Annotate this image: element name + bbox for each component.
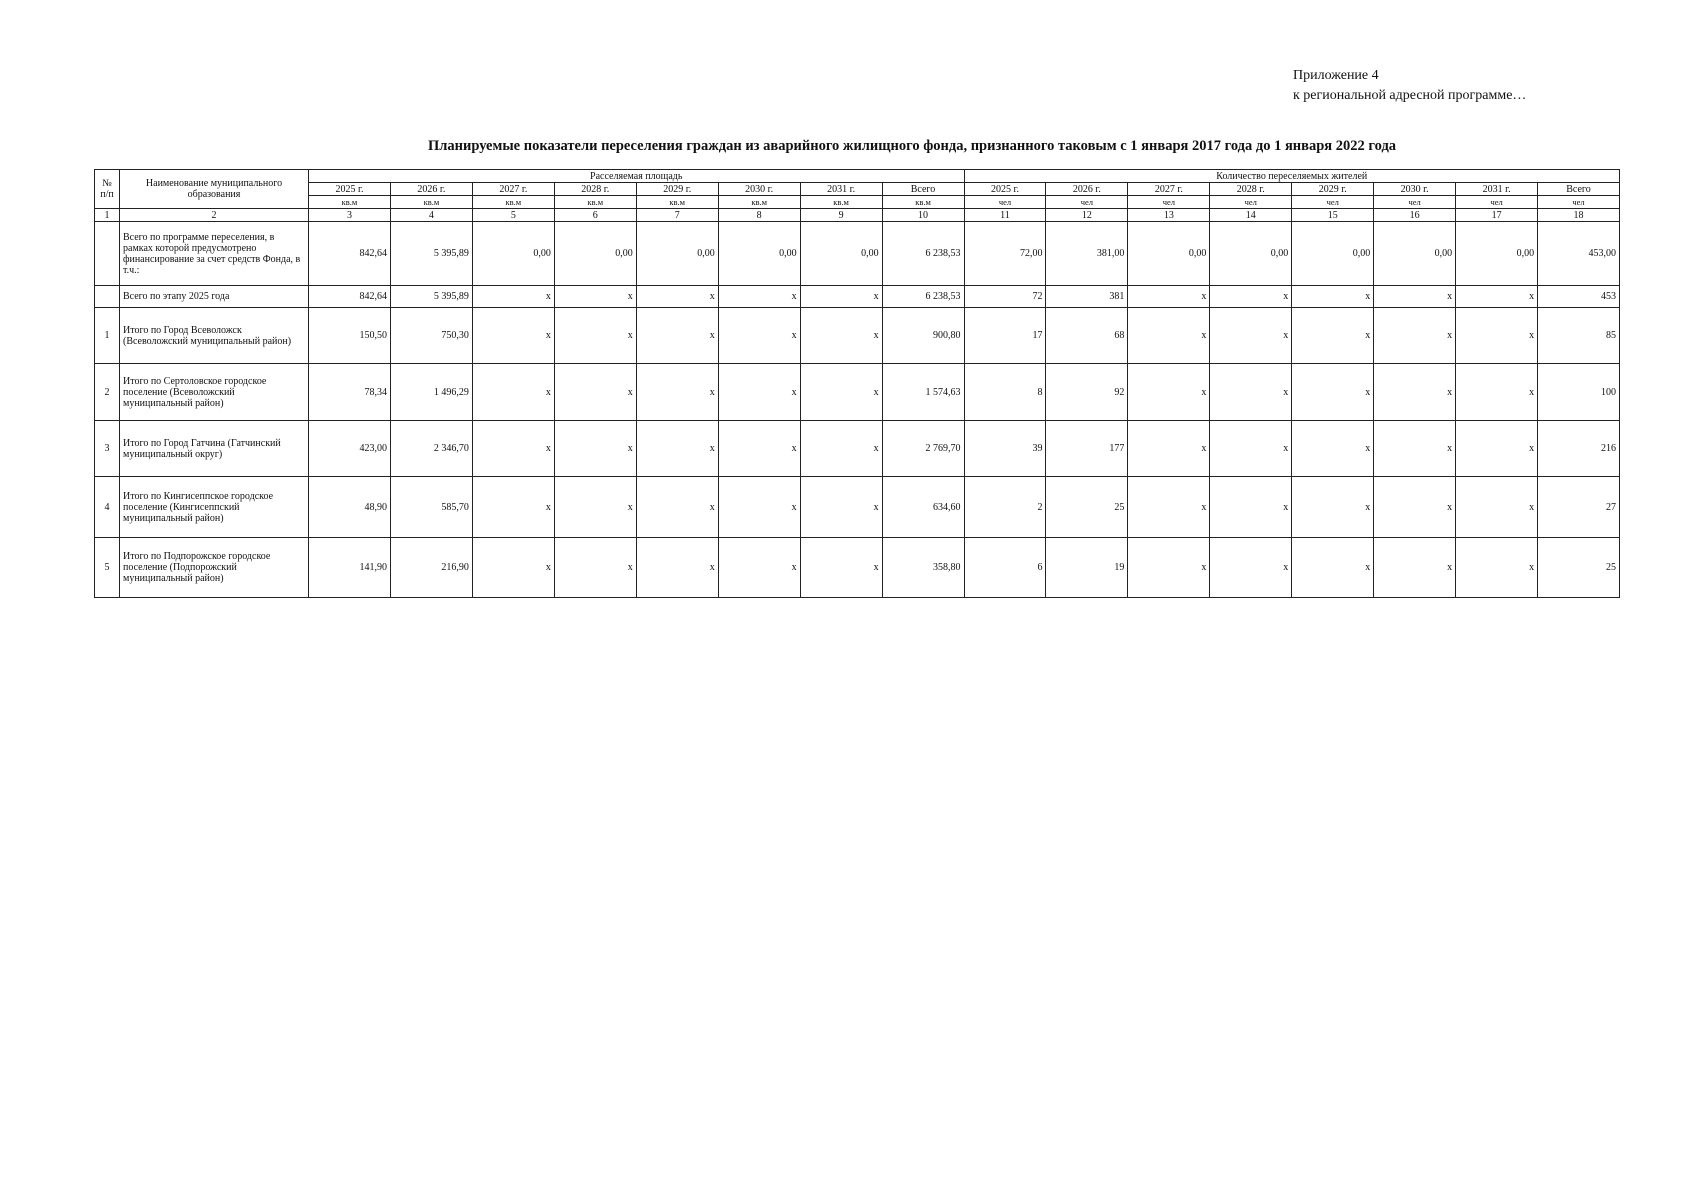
page-title: Планируемые показатели переселения граждан из аварийного жилищного фонда, признанного таковым с 1 января 2017 года до 1 января 2022 года (427, 138, 1397, 154)
people-cell: x (1456, 477, 1538, 538)
people-year-header: Всего (1538, 183, 1620, 196)
people-cell: x (1456, 538, 1538, 598)
area-cell: x (554, 286, 636, 308)
column-number: 1 (95, 209, 120, 222)
column-number: 17 (1456, 209, 1538, 222)
area-unit: кв.м (309, 196, 391, 209)
people-cell: 25 (1046, 477, 1128, 538)
area-cell: x (472, 421, 554, 477)
area-cell: x (636, 421, 718, 477)
municipality-name: Итого по Кингисеппское городское поселение (Кингисеппский муниципальный район) (120, 477, 309, 538)
area-cell: 750,30 (390, 308, 472, 364)
people-year-header: 2026 г. (1046, 183, 1128, 196)
area-unit: кв.м (554, 196, 636, 209)
row-number: 1 (95, 308, 120, 364)
column-number: 2 (120, 209, 309, 222)
people-unit: чел (1292, 196, 1374, 209)
people-unit: чел (1128, 196, 1210, 209)
people-year-header: 2025 г. (964, 183, 1046, 196)
area-cell: 1 574,63 (882, 364, 964, 421)
municipality-name: Итого по Город Всеволожск (Всеволожский муниципальный район) (120, 308, 309, 364)
people-unit: чел (1374, 196, 1456, 209)
area-cell: 634,60 (882, 477, 964, 538)
column-number: 6 (554, 209, 636, 222)
area-cell: 0,00 (800, 222, 882, 286)
header-no: № п/п (95, 170, 120, 209)
people-cell: 85 (1538, 308, 1620, 364)
area-cell: x (472, 538, 554, 598)
people-cell: 6 (964, 538, 1046, 598)
header-people-group: Количество переселяемых жителей (964, 170, 1620, 183)
people-year-header: 2030 г. (1374, 183, 1456, 196)
municipality-name: Всего по программе переселения, в рамках которой предусмотрено финансирование за счет средств Фонда, в т.ч.: (120, 222, 309, 286)
people-unit: чел (1046, 196, 1128, 209)
people-cell: 72 (964, 286, 1046, 308)
column-number: 9 (800, 209, 882, 222)
people-cell: 453 (1538, 286, 1620, 308)
area-cell: 0,00 (636, 222, 718, 286)
people-unit: чел (1456, 196, 1538, 209)
people-cell: x (1128, 364, 1210, 421)
area-cell: 5 395,89 (390, 222, 472, 286)
area-unit: кв.м (472, 196, 554, 209)
area-cell: x (718, 364, 800, 421)
column-number: 4 (390, 209, 472, 222)
area-unit: кв.м (390, 196, 472, 209)
people-cell: x (1456, 364, 1538, 421)
row-number: 2 (95, 364, 120, 421)
area-cell: 48,90 (309, 477, 391, 538)
column-number: 18 (1538, 209, 1620, 222)
area-unit: кв.м (882, 196, 964, 209)
row-number (95, 286, 120, 308)
column-number: 16 (1374, 209, 1456, 222)
people-cell: 2 (964, 477, 1046, 538)
area-cell: 150,50 (309, 308, 391, 364)
appendix-line-2: к региональной адресной программе… (1293, 88, 1527, 103)
row-number: 5 (95, 538, 120, 598)
table-row (95, 222, 1620, 286)
people-cell: x (1456, 286, 1538, 308)
people-year-header: 2027 г. (1128, 183, 1210, 196)
people-year-header: 2029 г. (1292, 183, 1374, 196)
people-cell: x (1210, 286, 1292, 308)
people-cell: 453,00 (1538, 222, 1620, 286)
column-number: 5 (472, 209, 554, 222)
area-cell: x (718, 477, 800, 538)
people-cell: 381,00 (1046, 222, 1128, 286)
area-cell: x (554, 421, 636, 477)
people-cell: x (1210, 421, 1292, 477)
area-year-header: Всего (882, 183, 964, 196)
people-cell: 0,00 (1456, 222, 1538, 286)
people-cell: x (1210, 308, 1292, 364)
area-cell: 1 496,29 (390, 364, 472, 421)
area-cell: x (636, 538, 718, 598)
people-cell: x (1292, 477, 1374, 538)
people-cell: x (1374, 286, 1456, 308)
table-row (95, 364, 1620, 421)
area-year-header: 2027 г. (472, 183, 554, 196)
people-cell: 72,00 (964, 222, 1046, 286)
appendix-line-1: Приложение 4 (1293, 68, 1379, 83)
people-cell: 68 (1046, 308, 1128, 364)
table-row (95, 538, 1620, 598)
area-cell: 842,64 (309, 286, 391, 308)
people-cell: x (1456, 421, 1538, 477)
people-cell: x (1374, 364, 1456, 421)
people-cell: x (1210, 364, 1292, 421)
area-cell: 0,00 (718, 222, 800, 286)
area-year-header: 2031 г. (800, 183, 882, 196)
column-number: 8 (718, 209, 800, 222)
people-cell: 0,00 (1128, 222, 1210, 286)
people-cell: 17 (964, 308, 1046, 364)
municipality-name: Итого по Город Гатчина (Гатчинский муниципальный округ) (120, 421, 309, 477)
area-cell: x (472, 286, 554, 308)
header-row-units (95, 196, 1620, 209)
people-unit: чел (964, 196, 1046, 209)
people-cell: 100 (1538, 364, 1620, 421)
area-cell: x (718, 308, 800, 364)
table-row (95, 421, 1620, 477)
row-number (95, 222, 120, 286)
area-cell: x (636, 477, 718, 538)
area-year-header: 2026 г. (390, 183, 472, 196)
table-row (95, 477, 1620, 538)
people-cell: 8 (964, 364, 1046, 421)
people-cell: 177 (1046, 421, 1128, 477)
area-cell: x (800, 308, 882, 364)
people-cell: x (1292, 421, 1374, 477)
people-cell: x (1128, 538, 1210, 598)
area-year-header: 2025 г. (309, 183, 391, 196)
people-cell: x (1128, 286, 1210, 308)
area-cell: x (800, 286, 882, 308)
header-row-groups (95, 170, 1620, 183)
municipality-name: Итого по Подпорожское городское поселение (Подпорожский муниципальный район) (120, 538, 309, 598)
people-cell: 92 (1046, 364, 1128, 421)
area-cell: 423,00 (309, 421, 391, 477)
people-cell: 0,00 (1210, 222, 1292, 286)
people-cell: x (1456, 308, 1538, 364)
area-cell: x (718, 286, 800, 308)
people-unit: чел (1538, 196, 1620, 209)
people-cell: x (1210, 538, 1292, 598)
header-name: Наименование муниципального образования (120, 170, 309, 209)
area-year-header: 2030 г. (718, 183, 800, 196)
people-cell: 25 (1538, 538, 1620, 598)
area-cell: 6 238,53 (882, 286, 964, 308)
area-cell: x (800, 477, 882, 538)
area-cell: 0,00 (554, 222, 636, 286)
people-cell: 27 (1538, 477, 1620, 538)
table-row (95, 286, 1620, 308)
area-cell: x (800, 421, 882, 477)
area-unit: кв.м (718, 196, 800, 209)
area-cell: x (636, 308, 718, 364)
row-number: 4 (95, 477, 120, 538)
people-cell: 216 (1538, 421, 1620, 477)
header-row-years (95, 183, 1620, 196)
people-cell: 39 (964, 421, 1046, 477)
area-cell: x (472, 308, 554, 364)
area-cell: x (800, 538, 882, 598)
area-cell: 842,64 (309, 222, 391, 286)
column-number: 3 (309, 209, 391, 222)
table-row (95, 308, 1620, 364)
area-cell: 5 395,89 (390, 286, 472, 308)
column-number: 14 (1210, 209, 1292, 222)
row-number: 3 (95, 421, 120, 477)
people-cell: x (1292, 308, 1374, 364)
municipality-name: Итого по Сертоловское городское поселение (Всеволожский муниципальный район) (120, 364, 309, 421)
column-number: 7 (636, 209, 718, 222)
people-cell: x (1128, 308, 1210, 364)
people-year-header: 2028 г. (1210, 183, 1292, 196)
area-year-header: 2028 г. (554, 183, 636, 196)
area-cell: 78,34 (309, 364, 391, 421)
people-cell: 0,00 (1374, 222, 1456, 286)
people-year-header: 2031 г. (1456, 183, 1538, 196)
people-cell: 0,00 (1292, 222, 1374, 286)
area-cell: x (718, 538, 800, 598)
header-area-group: Расселяемая площадь (309, 170, 965, 183)
area-cell: 141,90 (309, 538, 391, 598)
area-cell: 585,70 (390, 477, 472, 538)
column-number: 12 (1046, 209, 1128, 222)
area-cell: 2 346,70 (390, 421, 472, 477)
header-row-col-numbers (95, 209, 1620, 222)
area-cell: x (800, 364, 882, 421)
column-number: 15 (1292, 209, 1374, 222)
municipality-name: Всего по этапу 2025 года (120, 286, 309, 308)
area-unit: кв.м (800, 196, 882, 209)
area-cell: x (554, 538, 636, 598)
area-cell: x (636, 286, 718, 308)
people-cell: x (1292, 286, 1374, 308)
resettlement-table (94, 169, 1620, 598)
people-cell: 19 (1046, 538, 1128, 598)
column-number: 10 (882, 209, 964, 222)
area-cell: 900,80 (882, 308, 964, 364)
area-cell: x (554, 364, 636, 421)
people-cell: x (1374, 538, 1456, 598)
area-cell: x (718, 421, 800, 477)
area-cell: x (472, 477, 554, 538)
area-cell: 6 238,53 (882, 222, 964, 286)
people-cell: x (1292, 364, 1374, 421)
area-cell: x (472, 364, 554, 421)
people-cell: x (1210, 477, 1292, 538)
appendix-note (1293, 66, 1526, 106)
people-cell: x (1292, 538, 1374, 598)
area-cell: x (554, 308, 636, 364)
area-unit: кв.м (636, 196, 718, 209)
people-cell: 381 (1046, 286, 1128, 308)
column-number: 13 (1128, 209, 1210, 222)
area-cell: 0,00 (472, 222, 554, 286)
area-year-header: 2029 г. (636, 183, 718, 196)
area-cell: x (554, 477, 636, 538)
people-cell: x (1374, 421, 1456, 477)
column-number: 11 (964, 209, 1046, 222)
people-unit: чел (1210, 196, 1292, 209)
people-cell: x (1374, 477, 1456, 538)
area-cell: x (636, 364, 718, 421)
area-cell: 216,90 (390, 538, 472, 598)
people-cell: x (1128, 421, 1210, 477)
people-cell: x (1128, 477, 1210, 538)
area-cell: 358,80 (882, 538, 964, 598)
area-cell: 2 769,70 (882, 421, 964, 477)
people-cell: x (1374, 308, 1456, 364)
